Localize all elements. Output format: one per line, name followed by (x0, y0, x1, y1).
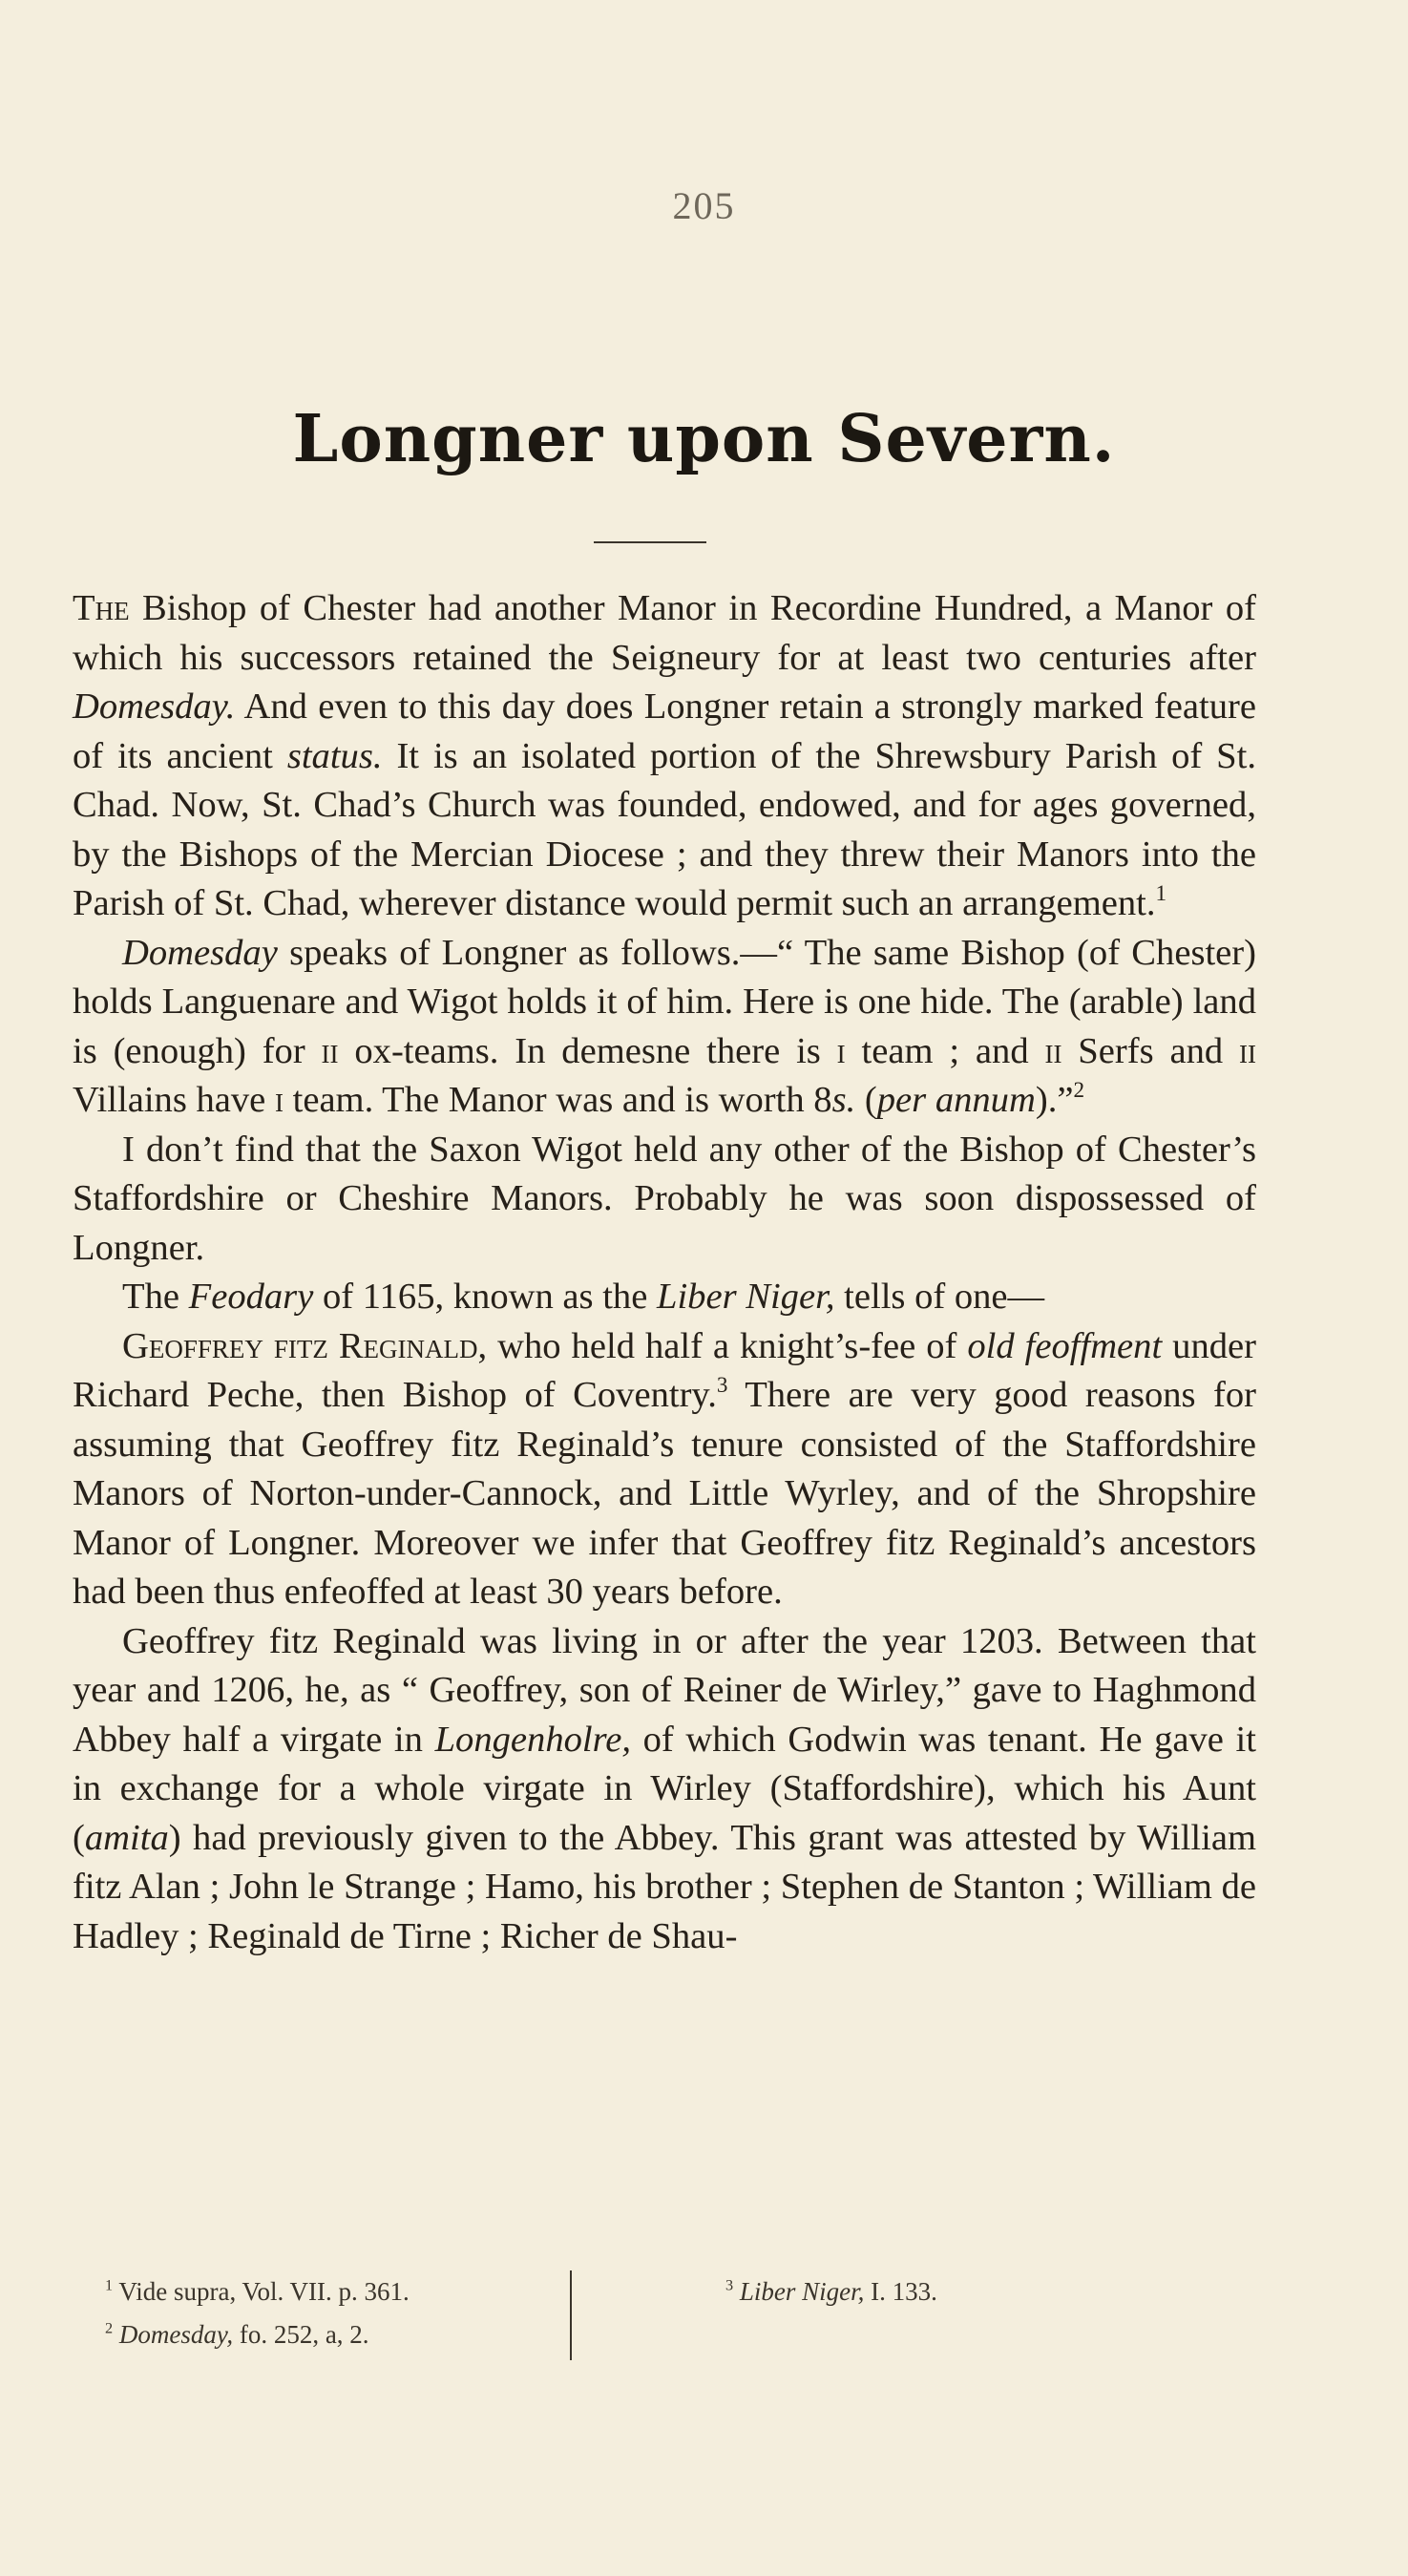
page-title: Longner upon Severn. (292, 401, 1116, 477)
text-run: I. 133. (864, 2277, 937, 2306)
text-run: of which Godwin was tenant. He gave it in exchange for a whole virgate in Wirley (Staffordshire), which his Aunt ( (73, 1719, 1256, 1858)
paragraph (73, 1322, 1256, 1617)
text-run: There are very good reasons for assuming that Geoffrey fitz Reginald’s tenure consisted of the Staffordshire Manors of Norton-under-Cannock, and Little Wyrley, and of the Shropshire Manor of Longner. Moreover we infer that Geoffrey fitz Reginald’s ancestors had been thus enfeoffed at least 30 years before. (73, 1375, 1257, 1612)
text-run (113, 2320, 119, 2349)
small-caps-text: The (73, 588, 130, 628)
footnote-ref: 3 (716, 1372, 728, 1398)
paragraph (73, 1617, 1256, 1962)
italic-text: Domesday. (73, 686, 236, 727)
italic-text: amita (84, 1817, 169, 1858)
small-caps-text: i (274, 1080, 284, 1120)
footnote-ref: 1 (1155, 880, 1167, 906)
text-run: ) had previously given to the Abbey. This grant was attested by William fitz Alan ; John le Strange ; Hamo, his brother ; Stephen de Stanton ; William de Hadley ; Reginald de Tirne ; Richer de Shau- (73, 1817, 1256, 1956)
italic-text: Domesday, (118, 2320, 234, 2349)
text-run: who held half a knight’s-fee of (487, 1325, 968, 1366)
italic-text: s. (831, 1080, 856, 1120)
footnote-divider (570, 2270, 572, 2360)
text-run: of 1165, known as the (313, 1277, 657, 1317)
text-run: ( (855, 1080, 877, 1120)
italic-text: Feodary (188, 1277, 314, 1317)
small-caps-text: i (836, 1030, 846, 1071)
body-text (73, 584, 1256, 1961)
text-run: Geoffrey fitz Reginald was living in or after the year 1203. Between that year and 1206, he, as “ Geoffrey, son of Reiner de Wirley,” gave to Haghmond Abbey half a virgate in (73, 1620, 1256, 1760)
text-run: speaks of Longner as follows.—“ The same Bishop (of Chester) holds Languenare and Wigot holds it of him. Here is one hide. The (arable) land is (enough) for (73, 932, 1256, 1071)
footnote (105, 2313, 640, 2356)
text-run: Villains have (73, 1080, 275, 1120)
text-run: Serfs and (1061, 1030, 1240, 1071)
small-caps-text: Geoffrey fitz Reginald, (122, 1325, 488, 1366)
paragraph (73, 929, 1256, 1126)
text-run: Vide supra, Vol. VII. p. 361. (113, 2277, 410, 2306)
small-caps-text: ii (321, 1030, 339, 1071)
italic-text: Liber Niger, (656, 1277, 835, 1317)
text-run: team ; and (845, 1030, 1045, 1071)
text-run: The (122, 1277, 189, 1317)
footnote (105, 2270, 640, 2313)
footnotes-right-column (725, 2270, 1155, 2313)
text-run: team. The Manor was and is worth 8 (283, 1080, 832, 1120)
footnote-ref: 2 (1073, 1077, 1085, 1103)
italic-text: old feoffment (967, 1325, 1163, 1366)
italic-text: Liber Niger, (739, 2277, 865, 2306)
text-run: tells of one— (834, 1277, 1045, 1317)
paragraph (73, 584, 1256, 929)
text-run: And even to this day does Longner retain a strongly marked feature of its ancient (73, 686, 1256, 776)
text-run: ).” (1035, 1080, 1074, 1120)
footnote-ref: 3 (725, 2276, 734, 2294)
text-run: ox-teams. In demesne there is (338, 1030, 837, 1071)
italic-text: Longenholre, (434, 1719, 631, 1760)
page-number: 205 (672, 184, 736, 227)
small-caps-text: ii (1239, 1030, 1256, 1071)
text-run (733, 2277, 740, 2306)
italic-text: per annum (876, 1080, 1036, 1120)
small-caps-text: ii (1044, 1030, 1062, 1071)
paragraph (73, 1273, 1256, 1322)
text-run: Bishop of Chester had another Manor in Recordine Hundred, a Manor of which his successors retained the Seigneury for at least two centuries after (73, 588, 1256, 678)
text-run: I don’t find that the Saxon Wigot held any other of the Bishop of Chester’s Staffordshire or Cheshire Manors. Probably he was soon dispossessed of Longner. (73, 1129, 1256, 1268)
text-run: It is an isolated portion of the Shrewsbury Parish of St. Chad. Now, St. Chad’s Church was founded, endowed, and for ages governed, by the Bishops of the Mercian Diocese ; and they threw their Manors into the Parish of St. Chad, wherever distance would permit such an arrangement. (73, 735, 1256, 923)
italic-text: status. (286, 735, 383, 776)
footnote-ref: 2 (105, 2319, 114, 2337)
text-run: fo. 252, a, 2. (233, 2320, 369, 2349)
paragraph (73, 1126, 1256, 1274)
footnote-ref: 1 (105, 2276, 114, 2294)
text-run: under Richard Peche, then Bishop of Coventry. (73, 1325, 1256, 1415)
footnotes-left-column (105, 2270, 640, 2356)
italic-text: Domesday (122, 932, 278, 973)
footnote (725, 2270, 1155, 2313)
title-rule (594, 541, 706, 543)
